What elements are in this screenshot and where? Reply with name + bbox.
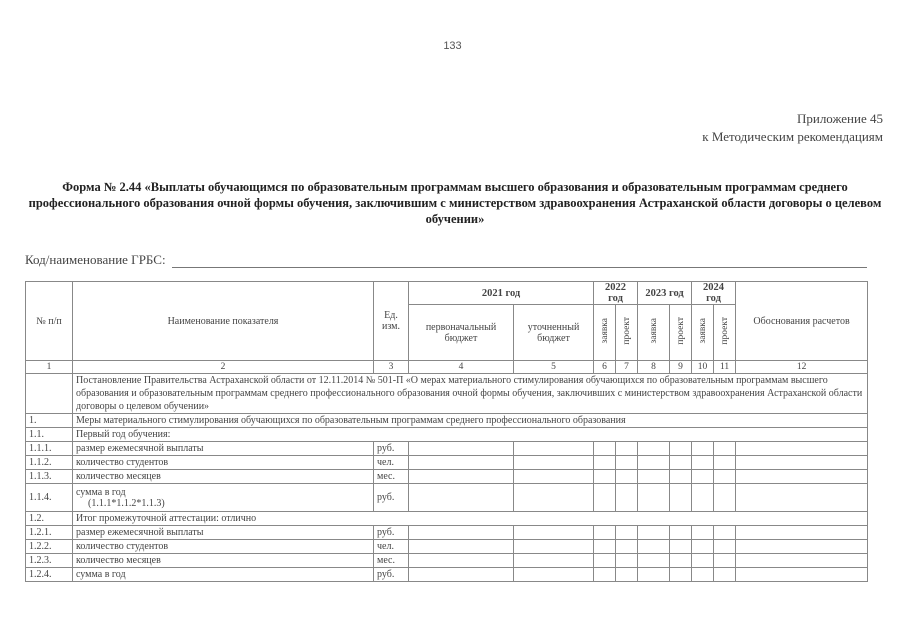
value-cell[interactable] bbox=[514, 526, 594, 540]
value-cell[interactable] bbox=[736, 442, 868, 456]
row-name: Первый год обучения: bbox=[73, 428, 868, 442]
resolution-text: Постановление Правительства Астраханской области от 12.11.2014 № 501-П «О мерах материального стимулирования обучающихся по образовательным программам высшего образования и образовательным программам среднего профессионального образования очной формы обучения, заключивших с министерством здравоохранения Астраханской области договоры о целевом обучении» bbox=[73, 374, 868, 414]
value-cell[interactable] bbox=[616, 540, 638, 554]
header-year-2023: 2023 год bbox=[638, 282, 692, 305]
value-cell[interactable] bbox=[736, 470, 868, 484]
value-cell[interactable] bbox=[670, 540, 692, 554]
row-formula: (1.1.1*1.1.2*1.1.3) bbox=[88, 497, 165, 509]
value-cell[interactable] bbox=[514, 484, 594, 512]
value-cell[interactable] bbox=[736, 484, 868, 512]
table-row bbox=[26, 540, 868, 554]
value-cell[interactable] bbox=[638, 470, 670, 484]
table-row bbox=[26, 456, 868, 470]
grbs-label: Код/наименование ГРБС: bbox=[25, 252, 166, 267]
table-row bbox=[26, 484, 868, 512]
value-cell[interactable] bbox=[514, 442, 594, 456]
value-cell[interactable] bbox=[714, 540, 736, 554]
value-cell[interactable] bbox=[594, 484, 616, 512]
value-cell[interactable] bbox=[714, 526, 736, 540]
row-num: 1.2.3. bbox=[26, 554, 73, 568]
value-cell[interactable] bbox=[409, 554, 514, 568]
value-cell[interactable] bbox=[594, 470, 616, 484]
value-cell[interactable] bbox=[692, 568, 714, 582]
value-cell[interactable] bbox=[514, 568, 594, 582]
col-number: 8 bbox=[638, 361, 670, 374]
header-year-2021: 2021 год bbox=[409, 282, 594, 305]
grbs-field bbox=[25, 252, 867, 268]
row-name: размер ежемесячной выплаты bbox=[73, 526, 374, 540]
row-num: 1.2. bbox=[26, 512, 73, 526]
col-number: 11 bbox=[714, 361, 736, 374]
header-2024-project: проект bbox=[714, 305, 736, 361]
row-num: 1.1.2. bbox=[26, 456, 73, 470]
value-cell[interactable] bbox=[670, 526, 692, 540]
value-cell[interactable] bbox=[594, 554, 616, 568]
value-cell[interactable] bbox=[692, 456, 714, 470]
value-cell[interactable] bbox=[409, 568, 514, 582]
value-cell[interactable] bbox=[670, 554, 692, 568]
row-num: 1.1.3. bbox=[26, 470, 73, 484]
header-refined-budget: уточненный бюджет bbox=[514, 305, 594, 361]
value-cell[interactable] bbox=[409, 442, 514, 456]
col-number: 9 bbox=[670, 361, 692, 374]
row-unit: руб. bbox=[374, 442, 409, 456]
header-2022-request: заявка bbox=[594, 305, 616, 361]
form-title: Форма № 2.44 «Выплаты обучающимся по образовательным программам высшего образования и образовательным программам среднего профессионального образования очной формы обучения, заключившим с министерством здравоохранения Астраханской области договоры о целевом обучении» bbox=[28, 180, 882, 226]
appendix-line-2: к Методическим рекомендациям bbox=[702, 129, 883, 144]
table-row bbox=[26, 526, 868, 540]
col-number: 4 bbox=[409, 361, 514, 374]
value-cell[interactable] bbox=[638, 456, 670, 470]
col-number: 3 bbox=[374, 361, 409, 374]
header-name: Наименование показателя bbox=[73, 282, 374, 361]
value-cell[interactable] bbox=[670, 568, 692, 582]
row-name: сумма в год bbox=[76, 486, 126, 498]
value-cell[interactable] bbox=[594, 442, 616, 456]
table-row bbox=[26, 554, 868, 568]
row-num: 1.1. bbox=[26, 428, 73, 442]
value-cell[interactable] bbox=[692, 442, 714, 456]
header-2022-project: проект bbox=[616, 305, 638, 361]
row-name-cell bbox=[73, 484, 374, 512]
value-cell[interactable] bbox=[638, 554, 670, 568]
value-cell[interactable] bbox=[409, 456, 514, 470]
value-cell[interactable] bbox=[638, 526, 670, 540]
page-number: 133 bbox=[443, 40, 462, 52]
col-number: 1 bbox=[26, 361, 73, 374]
row-name: количество студентов bbox=[73, 456, 374, 470]
row-num: 1.1.4. bbox=[26, 484, 73, 512]
value-cell[interactable] bbox=[736, 554, 868, 568]
value-cell[interactable] bbox=[692, 554, 714, 568]
resolution-row bbox=[26, 374, 868, 414]
value-cell[interactable] bbox=[409, 484, 514, 512]
header-2024-request: заявка bbox=[692, 305, 714, 361]
row-unit: чел. bbox=[374, 456, 409, 470]
row-unit: мес. bbox=[374, 554, 409, 568]
appendix-line-1: Приложение 45 bbox=[796, 111, 883, 126]
value-cell[interactable] bbox=[714, 442, 736, 456]
value-cell[interactable] bbox=[714, 568, 736, 582]
value-cell[interactable] bbox=[714, 554, 736, 568]
header-justification: Обоснования расчетов bbox=[736, 282, 868, 361]
value-cell[interactable] bbox=[714, 470, 736, 484]
value-cell[interactable] bbox=[594, 456, 616, 470]
value-cell[interactable] bbox=[409, 470, 514, 484]
column-number-row bbox=[26, 361, 868, 374]
value-cell[interactable] bbox=[616, 470, 638, 484]
row-num: 1.2.4. bbox=[26, 568, 73, 582]
value-cell[interactable] bbox=[594, 568, 616, 582]
col-number: 5 bbox=[514, 361, 594, 374]
row-num: 1.2.2. bbox=[26, 540, 73, 554]
col-number: 7 bbox=[616, 361, 638, 374]
col-number: 2 bbox=[73, 361, 374, 374]
value-cell[interactable] bbox=[736, 540, 868, 554]
value-cell[interactable] bbox=[594, 540, 616, 554]
table-row bbox=[26, 414, 868, 428]
form-table bbox=[25, 281, 868, 582]
value-cell[interactable] bbox=[514, 470, 594, 484]
table-row bbox=[26, 428, 868, 442]
value-cell[interactable] bbox=[714, 456, 736, 470]
row-name: количество месяцев bbox=[73, 470, 374, 484]
row-unit: чел. bbox=[374, 540, 409, 554]
appendix-note bbox=[702, 110, 883, 146]
header-year-2024: 2024 год bbox=[692, 282, 736, 305]
row-name: Меры материального стимулирования обучающихся по образовательным программам среднего профессионального образования bbox=[73, 414, 868, 428]
value-cell[interactable] bbox=[692, 526, 714, 540]
row-unit: руб. bbox=[374, 484, 409, 512]
row-name: сумма в год bbox=[73, 568, 374, 582]
col-number: 12 bbox=[736, 361, 868, 374]
value-cell[interactable] bbox=[616, 456, 638, 470]
row-name: размер ежемесячной выплаты bbox=[73, 442, 374, 456]
value-cell[interactable] bbox=[670, 484, 692, 512]
value-cell[interactable] bbox=[616, 484, 638, 512]
value-cell[interactable] bbox=[409, 540, 514, 554]
row-name: Итог промежуточной аттестации: отлично bbox=[73, 512, 868, 526]
row-name: количество месяцев bbox=[73, 554, 374, 568]
value-cell[interactable] bbox=[638, 568, 670, 582]
header-year-2022: 2022 год bbox=[594, 282, 638, 305]
value-cell[interactable] bbox=[638, 484, 670, 512]
row-num: 1.1.1. bbox=[26, 442, 73, 456]
value-cell[interactable] bbox=[514, 456, 594, 470]
value-cell[interactable] bbox=[692, 540, 714, 554]
row-unit: руб. bbox=[374, 568, 409, 582]
value-cell[interactable] bbox=[514, 540, 594, 554]
value-cell[interactable] bbox=[736, 526, 868, 540]
value-cell[interactable] bbox=[736, 568, 868, 582]
grbs-input-line[interactable] bbox=[172, 255, 867, 268]
header-initial-budget: первоначальный бюджет bbox=[409, 305, 514, 361]
header-2023-request: заявка bbox=[638, 305, 670, 361]
col-number: 10 bbox=[692, 361, 714, 374]
row-unit: мес. bbox=[374, 470, 409, 484]
value-cell[interactable] bbox=[594, 526, 616, 540]
row-name: количество студентов bbox=[73, 540, 374, 554]
value-cell[interactable] bbox=[616, 568, 638, 582]
col-number: 6 bbox=[594, 361, 616, 374]
table-row bbox=[26, 568, 868, 582]
value-cell[interactable] bbox=[616, 526, 638, 540]
table-row bbox=[26, 470, 868, 484]
value-cell[interactable] bbox=[736, 456, 868, 470]
value-cell[interactable] bbox=[638, 442, 670, 456]
header-unit: Ед. изм. bbox=[374, 282, 409, 361]
value-cell[interactable] bbox=[670, 442, 692, 456]
row-unit: руб. bbox=[374, 526, 409, 540]
value-cell[interactable] bbox=[409, 526, 514, 540]
value-cell[interactable] bbox=[616, 442, 638, 456]
value-cell[interactable] bbox=[714, 484, 736, 512]
row-num: 1. bbox=[26, 414, 73, 428]
header-num: № п/п bbox=[26, 282, 73, 361]
value-cell[interactable] bbox=[638, 540, 670, 554]
table-row bbox=[26, 512, 868, 526]
value-cell[interactable] bbox=[670, 470, 692, 484]
table-row bbox=[26, 442, 868, 456]
header-2023-project: проект bbox=[670, 305, 692, 361]
value-cell[interactable] bbox=[692, 484, 714, 512]
row-num: 1.2.1. bbox=[26, 526, 73, 540]
value-cell[interactable] bbox=[692, 470, 714, 484]
value-cell[interactable] bbox=[616, 554, 638, 568]
value-cell[interactable] bbox=[514, 554, 594, 568]
value-cell[interactable] bbox=[670, 456, 692, 470]
